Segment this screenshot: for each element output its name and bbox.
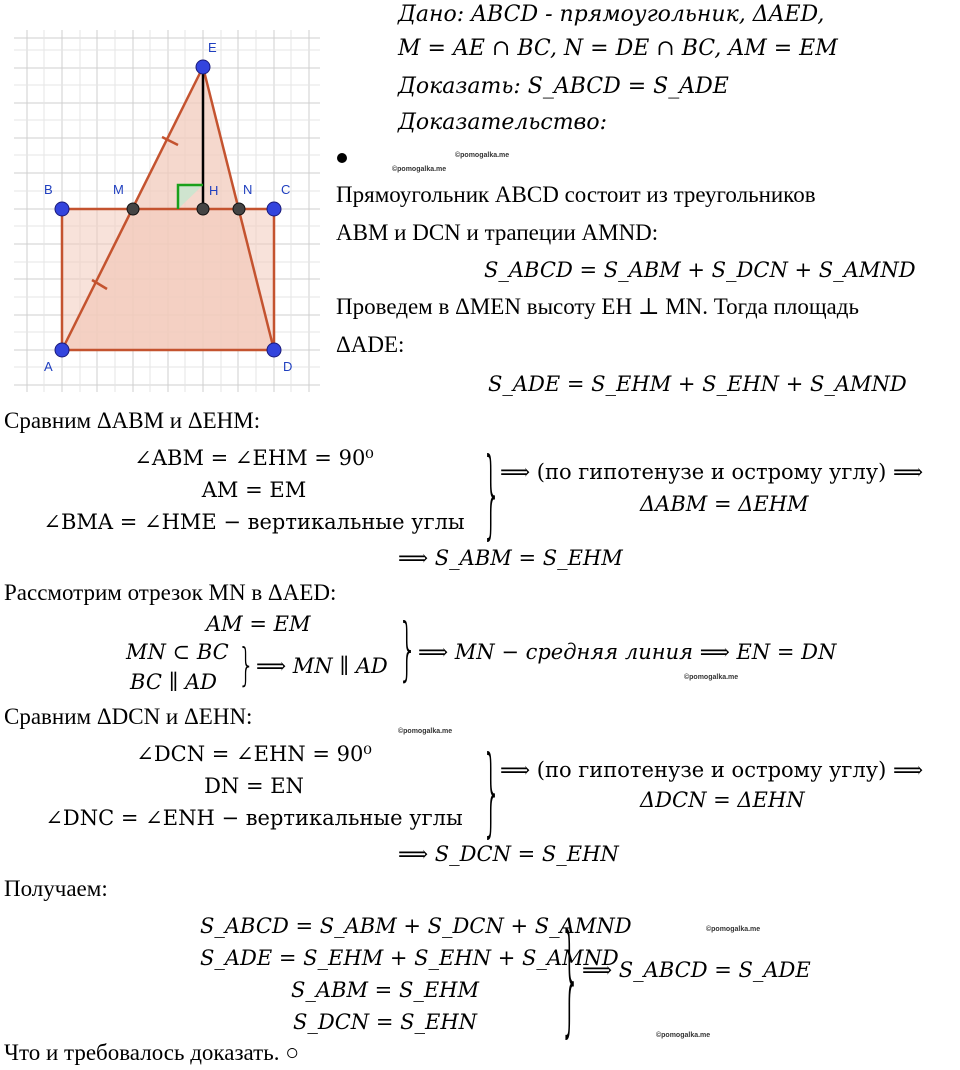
label-e: E (208, 40, 217, 55)
compare-dcn-result-b: ΔDCN = ΔEHN (640, 788, 805, 812)
conclusion-result: ⟹ S_ABCD = S_ADE (582, 958, 811, 982)
compare-abm-result-a: ⟹ (по гипотенузе и острому углу) ⟹ (500, 460, 924, 484)
segment-mid: ⟹ MN ∥ AD (256, 654, 388, 678)
conclusion-line: S_ADE = S_EHM + S_EHN + S_AMND (200, 946, 619, 970)
watermark: ©pomogalka.me (392, 166, 447, 173)
watermark: ©pomogalka.me (398, 728, 453, 735)
label-m: M (113, 182, 124, 197)
segment-line-3: BC ∥ AD (130, 670, 217, 694)
given-line-2: M = AE ∩ BC, N = DE ∩ BC, AM = EM (398, 36, 838, 61)
conclusion-heading: Получаем: (4, 876, 108, 901)
segment-result: ⟹ MN − средняя линия ⟹ EN = DN (418, 640, 837, 664)
bullet-dot (337, 153, 347, 163)
given-line-1: Дано: ABCD - прямоугольник, ΔAED, (398, 2, 825, 27)
compare-abm-final: ⟹ S_ABM = S_EHM (398, 546, 623, 570)
label-a: A (44, 359, 53, 374)
prove-line: Доказать: S_ABCD = S_ADE (398, 74, 729, 99)
condition-line: AM = EM (201, 478, 307, 502)
equation-s-ade: S_ADE = S_EHM + S_EHN + S_AMND (488, 372, 907, 396)
condition-line: ∠BMA = ∠HME − вертикальные углы (43, 510, 465, 534)
brace: } (238, 641, 255, 692)
compare-dcn-conditions (14, 738, 494, 834)
segment-mn-heading: Рассмотрим отрезок MN в ΔAED: (4, 580, 337, 605)
conclusion-line: S_ABCD = S_ABM + S_DCN + S_AMND (200, 914, 632, 938)
compare-abm-conditions (14, 442, 494, 538)
brace: } (482, 440, 502, 552)
paragraph-rectangle: Прямоугольник ABCD состоит из треугольников (336, 182, 816, 207)
condition-line: ∠ABM = ∠EHM = 90⁰ (134, 446, 374, 470)
conclusion-lines (200, 910, 632, 1038)
label-h: H (209, 183, 219, 198)
brace: } (482, 738, 502, 850)
label-c: C (281, 182, 291, 197)
condition-line: DN = EN (204, 774, 304, 798)
watermark: ©pomogalka.me (455, 152, 510, 159)
watermark: ©pomogalka.me (656, 1032, 711, 1039)
compare-abm-ehm-heading: Сравним ΔABM и ΔEHM: (4, 408, 261, 433)
segment-line-1: AM = EM (206, 612, 311, 636)
label-d: D (283, 359, 293, 374)
paragraph-height: Проведем в ΔMEN высоту EH ⊥ MN. Тогда площадь (336, 294, 859, 319)
conclusion-line: S_DCN = S_EHN (292, 1010, 478, 1034)
segment-line-2: MN ⊂ BC (126, 640, 229, 664)
watermark: ©pomogalka.me (684, 674, 739, 681)
label-b: B (44, 182, 53, 197)
geometry-figure (0, 0, 330, 395)
condition-line: ∠DNC = ∠ENH − вертикальные углы (45, 806, 463, 830)
paragraph-rectangle-2: ABM и DCN и трапеции AMND: (336, 220, 659, 245)
compare-abm-result-b: ΔABM = ΔEHM (640, 492, 809, 516)
compare-dcn-ehn-heading: Сравним ΔDCN и ΔEHN: (4, 704, 253, 729)
end-statement: Что и требовалось доказать. ○ (4, 1040, 300, 1065)
brace: } (560, 906, 581, 1051)
conclusion-line: S_ABM = S_EHM (291, 978, 479, 1002)
compare-dcn-result-a: ⟹ (по гипотенузе и острому углу) ⟹ (500, 758, 924, 782)
paragraph-height-2: ΔADE: (336, 332, 405, 357)
rectangle-abcd-fill (62, 209, 274, 350)
compare-dcn-final: ⟹ S_DCN = S_EHN (398, 842, 619, 866)
equation-s-abcd: S_ABCD = S_ABM + S_DCN + S_AMND (484, 258, 916, 282)
label-n: N (243, 182, 253, 197)
brace: } (398, 610, 418, 691)
proof-heading: Доказательство: (398, 110, 608, 135)
condition-line: ∠DCN = ∠EHN = 90⁰ (136, 742, 372, 766)
watermark: ©pomogalka.me (706, 926, 761, 933)
